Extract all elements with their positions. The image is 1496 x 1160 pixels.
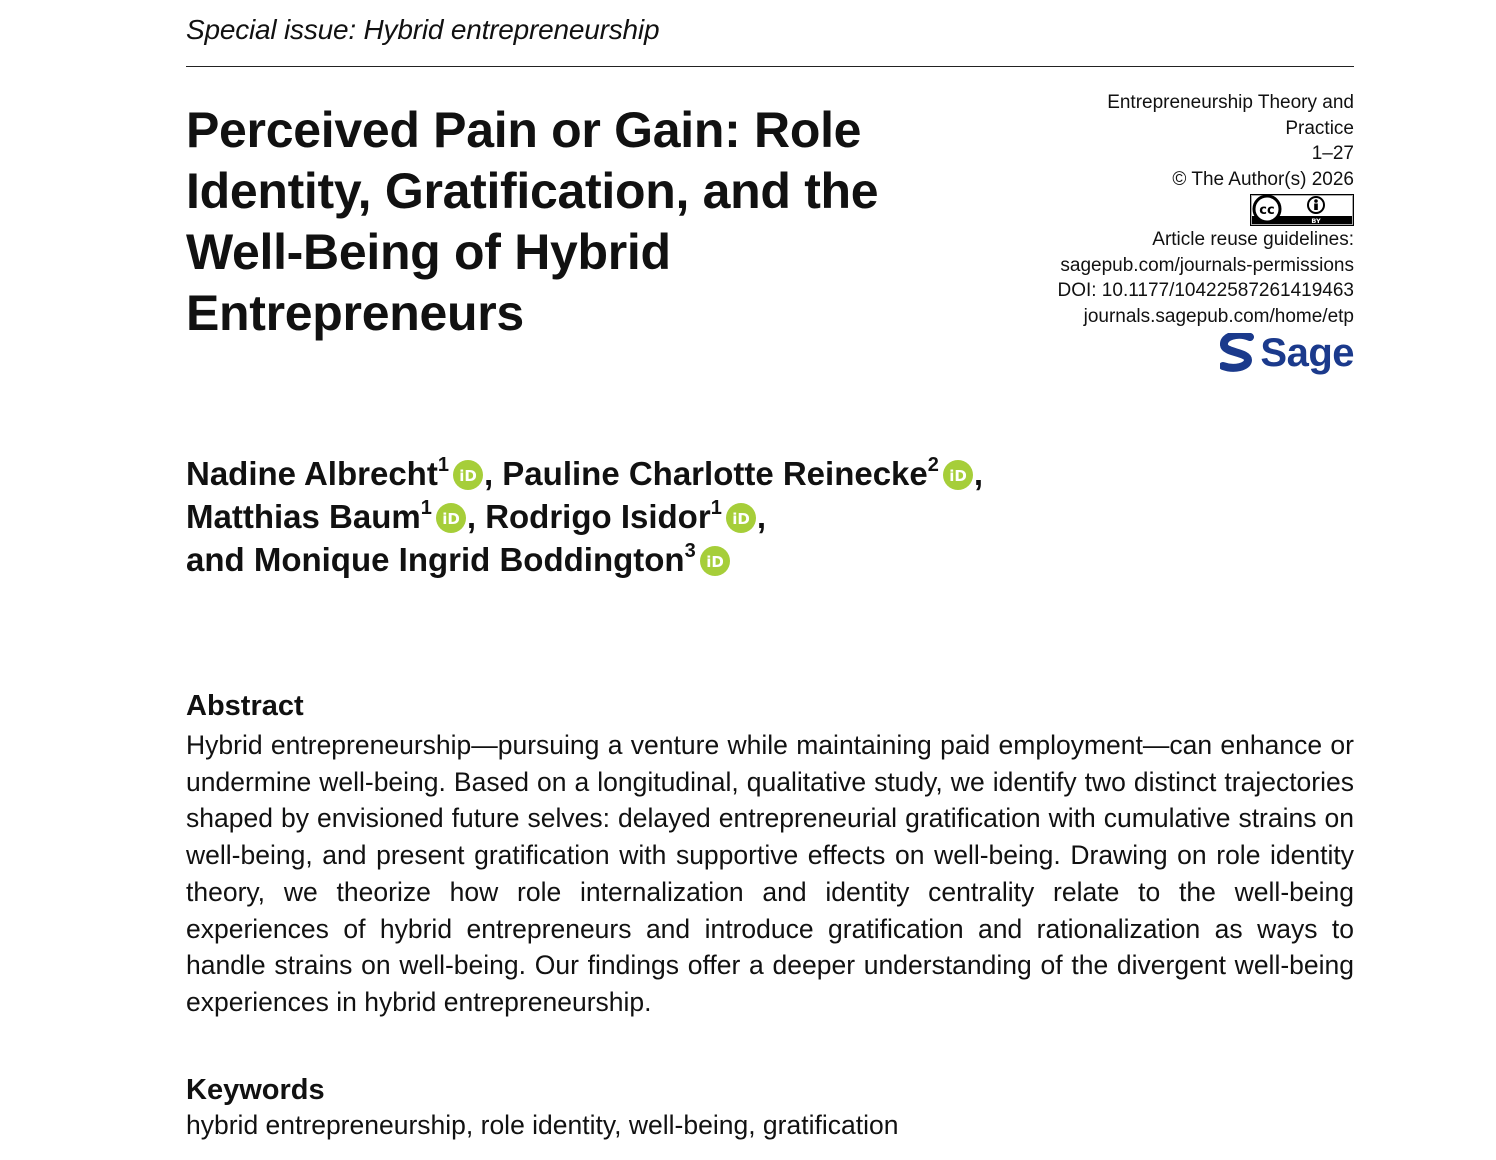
reuse-guidelines-link[interactable]: sagepub.com/journals-permissions [1060,254,1354,276]
orcid-icon[interactable] [436,503,466,533]
reuse-guidelines-label: Article reuse guidelines: [1152,229,1354,250]
sage-wordmark: Sage [1260,331,1354,375]
author-name: Pauline Charlotte Reinecke [502,455,928,492]
author-separator: , [466,498,486,535]
svg-text:BY: BY [1311,217,1321,225]
special-issue-label: Special issue: Hybrid entrepreneurship [186,14,660,45]
orcid-icon[interactable] [726,503,756,533]
journal-name-line1: Entrepreneurship Theory and [1107,92,1354,113]
svg-text:iD: iD [732,510,750,528]
author-separator: , [973,455,984,492]
orcid-icon[interactable] [453,460,483,490]
affiliation-mark: 3 [684,540,696,562]
article-title: Perceived Pain or Gain: Role Identity, Gratification, and the Well-Being of Hybrid Entrepreneurs [186,102,879,341]
author-name: Matthias Baum [186,498,421,535]
affiliation-mark: 1 [437,454,449,476]
author-name: Nadine Albrecht [186,455,438,492]
journal-meta [994,90,1354,381]
keywords-text: hybrid entrepreneurship, role identity, well-being, gratification [186,1110,899,1140]
header-rule [186,66,1354,67]
svg-text:iD: iD [705,553,724,571]
svg-text:iD: iD [442,510,460,528]
doi[interactable]: DOI: 10.1177/10422587261419463 [1057,280,1354,301]
abstract-text: Hybrid entrepreneurship—pursuing a venture while maintaining paid employment—can enhance or undermine well-being. Based on a longitudinal, qualitative study, we identify two distinct trajectories shaped by envisioned future selves: delayed entrepreneurial gratification with cumulative strains on well-being, and present gratification with supportive effects on well-being. Drawing on role identity theory, we theorize how role internalization and identity centrality relate to the well-being experiences of hybrid entrepreneurs and introduce gratification and rationalization as ways to handle strains on well-being. Our findings offer a deeper understanding of the divergent well-being experiences in hybrid entrepreneurship. [186,730,1354,1017]
sage-s-icon [1220,333,1254,373]
author-separator: , [756,498,766,535]
journal-name-line2: Practice [1285,117,1354,139]
page-range: 1–27 [1311,143,1354,164]
svg-text:iD: iD [459,467,477,485]
author-list [186,452,1186,581]
svg-text:cc: cc [1259,203,1275,218]
abstract-heading: Abstract [186,690,304,722]
affiliation-mark: 1 [420,497,432,519]
author-name: Rodrigo Isidor [485,498,711,535]
svg-text:iD: iD [949,467,967,485]
affiliation-mark: 1 [710,497,722,519]
cc-by-icon[interactable] [1250,194,1354,226]
journal-url-link[interactable]: journals.sagepub.com/home/etp [1083,305,1354,327]
sage-logo [1220,333,1354,373]
keywords-heading: Keywords [186,1074,325,1106]
affiliation-mark: 2 [927,454,939,476]
author-name: and Monique Ingrid Boddington [186,541,685,578]
author-separator: , [483,455,503,492]
orcid-icon[interactable] [943,460,973,490]
copyright: © The Author(s) 2026 [1172,168,1354,190]
orcid-icon[interactable] [700,546,730,576]
